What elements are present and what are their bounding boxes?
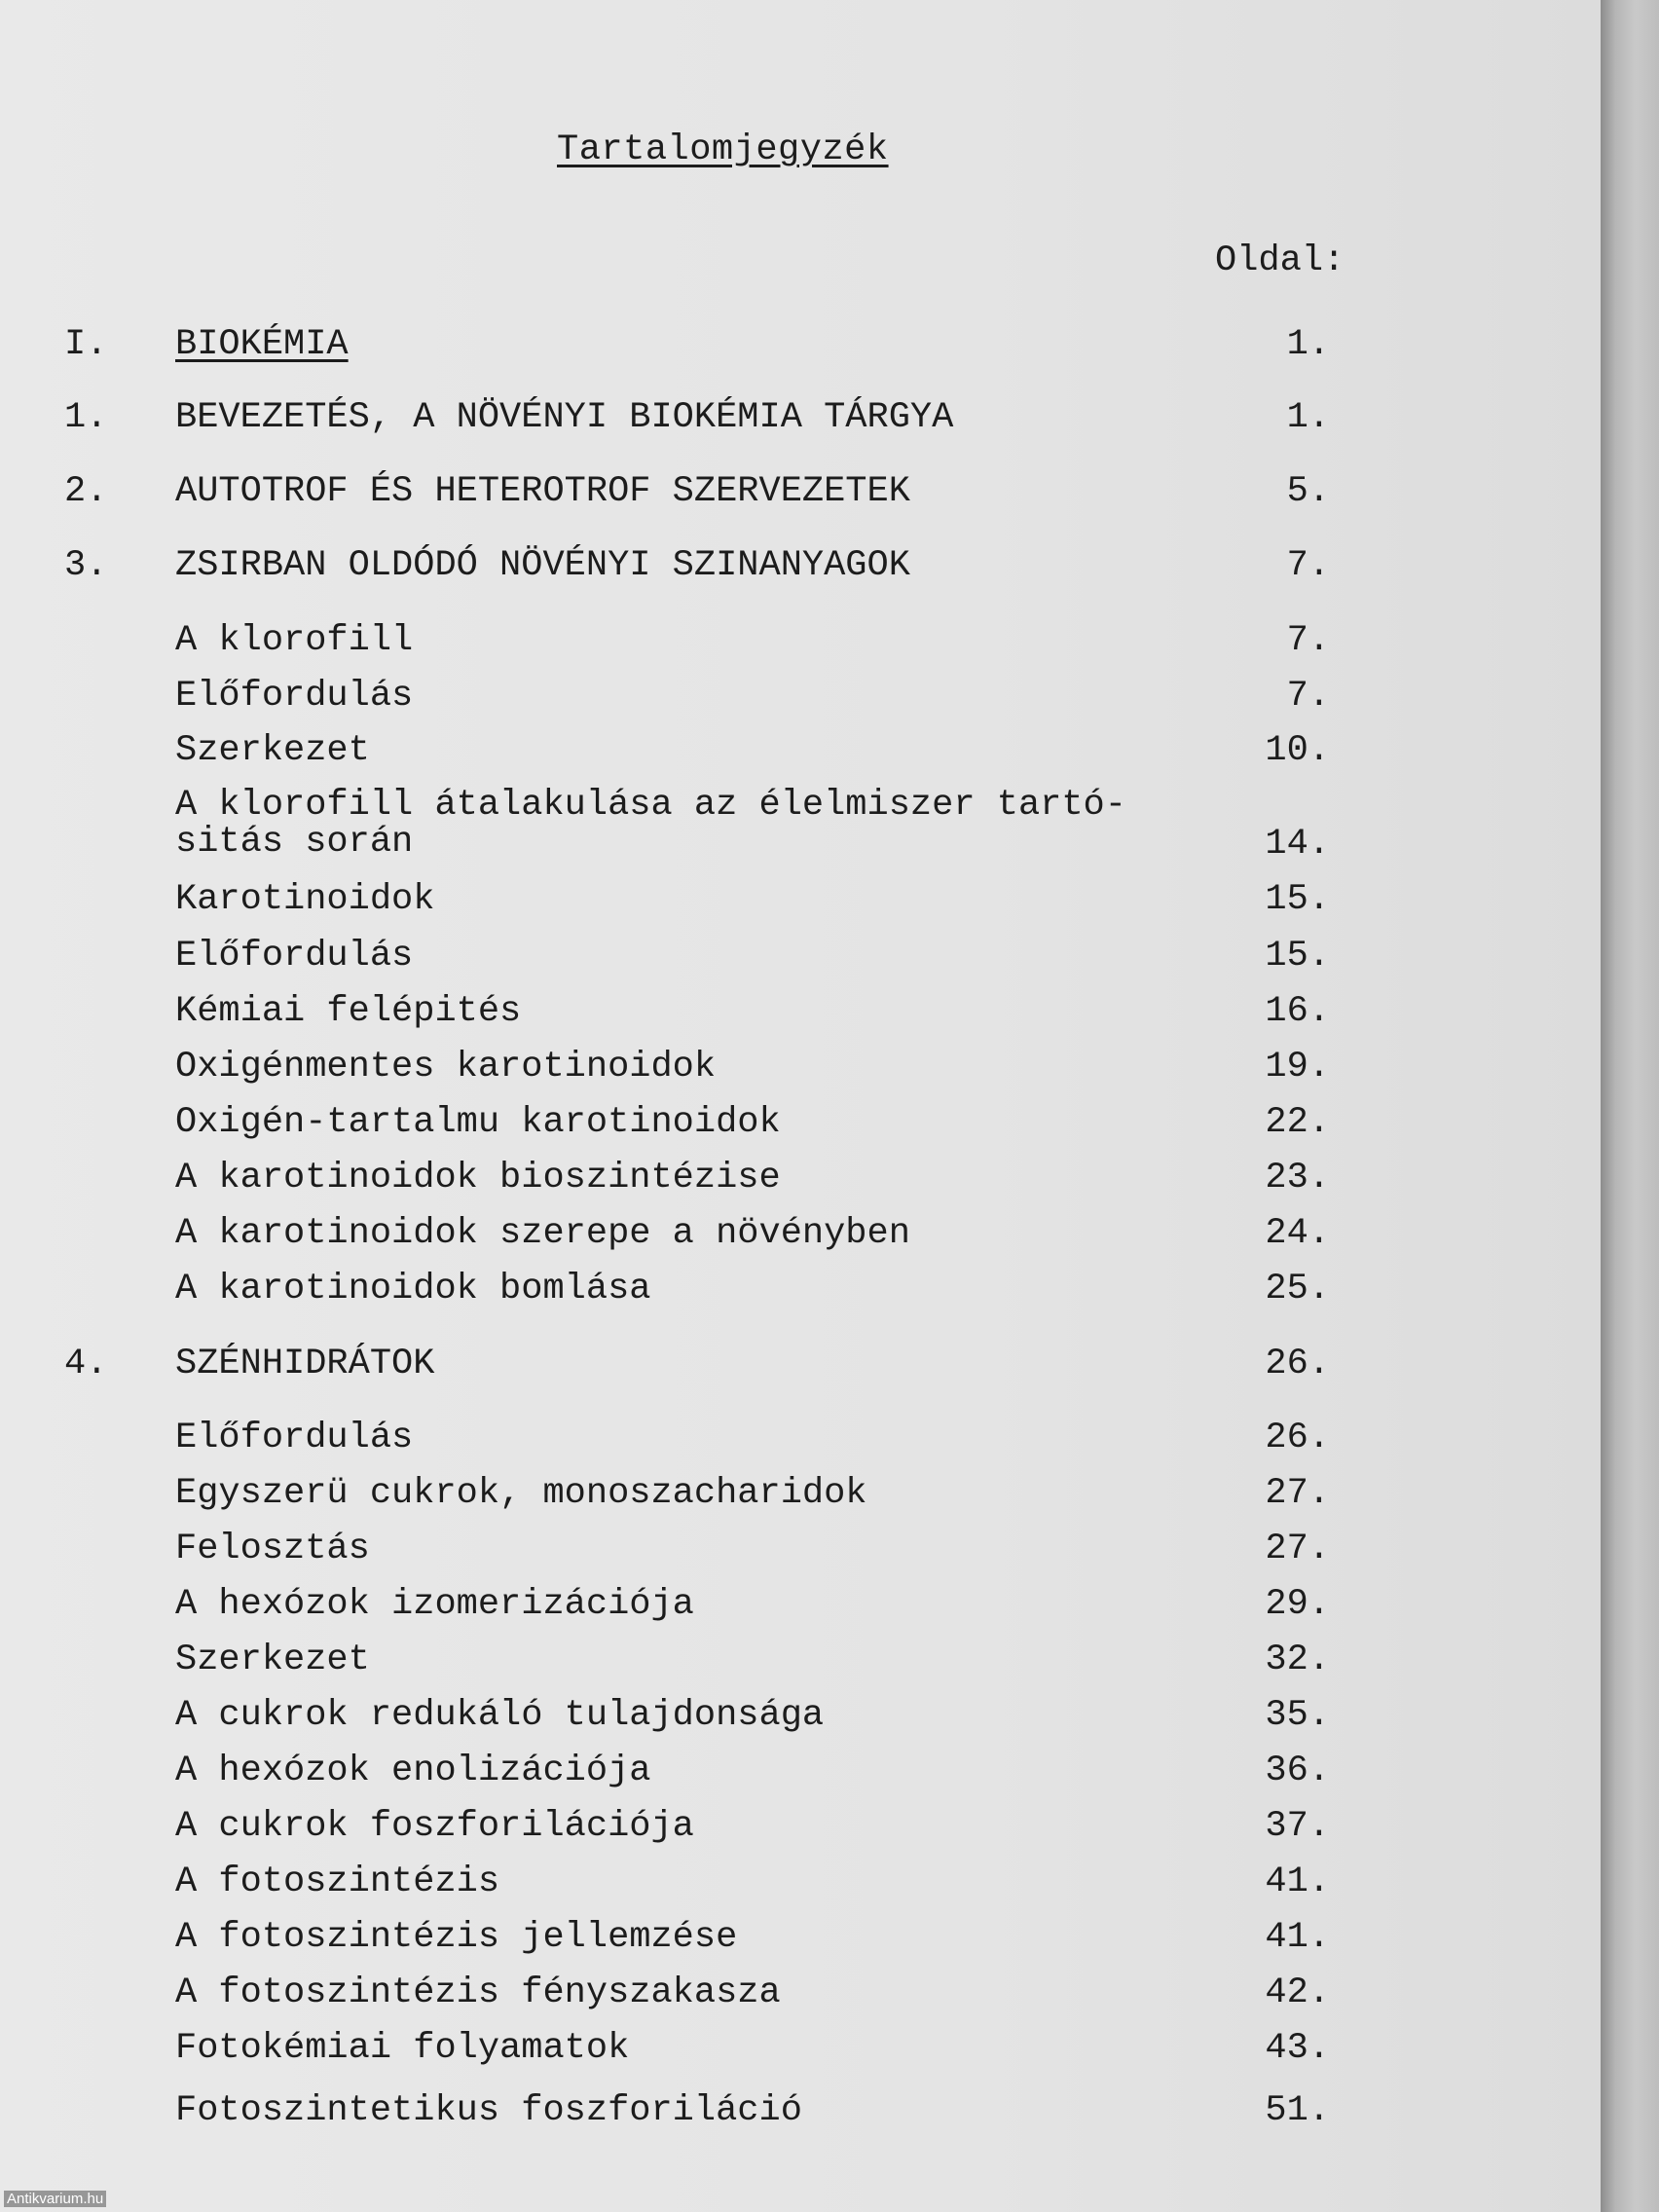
toc-entry-title: Fotoszintetikus foszforiláció bbox=[175, 2090, 802, 2131]
toc-entry-page: 22. bbox=[1265, 1102, 1330, 1143]
page-edge-shadow bbox=[1601, 0, 1659, 2212]
toc-entry bbox=[0, 991, 1363, 1042]
toc-entry-page: 43. bbox=[1265, 2028, 1330, 2069]
toc-entry bbox=[0, 936, 1363, 986]
toc-entry-title: A cukrok redukáló tulajdonsága bbox=[175, 1695, 825, 1736]
toc-entry-page: 26. bbox=[1265, 1418, 1330, 1458]
toc-entry-title: AUTOTROF ÉS HETEROTROF SZERVEZETEK bbox=[175, 471, 910, 512]
toc-entry-page: 42. bbox=[1265, 1972, 1330, 2013]
toc-entry bbox=[0, 676, 1363, 726]
toc-entry-page: 36. bbox=[1265, 1751, 1330, 1791]
toc-entry-page: 5. bbox=[1286, 471, 1330, 512]
toc-entry-title: Előfordulás bbox=[175, 1418, 414, 1458]
toc-entry-title: Oxigén-tartalmu karotinoidok bbox=[175, 1102, 781, 1143]
toc-entry-number: 3. bbox=[64, 545, 108, 586]
toc-entry bbox=[0, 1862, 1363, 1912]
toc-entry-title: A klorofill bbox=[175, 620, 414, 661]
toc-entry-title: Egyszerü cukrok, monoszacharidok bbox=[175, 1473, 867, 1514]
toc-entry-title-line1: A klorofill átalakulása az élelmiszer tartó- bbox=[175, 785, 1126, 826]
toc-entry bbox=[0, 397, 1363, 448]
toc-entry-page: 41. bbox=[1265, 1917, 1330, 1958]
page-column-header: Oldal: bbox=[1215, 240, 1346, 281]
toc-entry bbox=[0, 1473, 1363, 1524]
toc-entry-page: 32. bbox=[1265, 1640, 1330, 1680]
toc-entry-page: 1. bbox=[1286, 324, 1330, 365]
toc-entry-page: 27. bbox=[1265, 1473, 1330, 1514]
toc-entry-title: A fotoszintézis jellemzése bbox=[175, 1917, 738, 1958]
toc-entry-number: 4. bbox=[64, 1344, 108, 1384]
toc-entry-page: 19. bbox=[1265, 1047, 1330, 1088]
toc-entry bbox=[0, 1695, 1363, 1746]
toc-entry-title: A karotinoidok bomlása bbox=[175, 1269, 651, 1309]
toc-entry-page: 16. bbox=[1265, 991, 1330, 1032]
toc-entry-page: 24. bbox=[1265, 1213, 1330, 1254]
page-title: Tartalomjegyzék bbox=[557, 129, 889, 170]
toc-entry bbox=[0, 1751, 1363, 1801]
toc-entry-title: Oxigénmentes karotinoidok bbox=[175, 1047, 717, 1088]
toc-entry-page: 15. bbox=[1265, 879, 1330, 920]
toc-entry bbox=[0, 730, 1363, 781]
toc-entry-page: 29. bbox=[1265, 1584, 1330, 1625]
toc-entry bbox=[0, 1344, 1363, 1394]
toc-entry-title: Szerkezet bbox=[175, 1640, 370, 1680]
toc-entry bbox=[0, 2028, 1363, 2079]
toc-entry bbox=[0, 1102, 1363, 1153]
toc-entry-page: 51. bbox=[1265, 2090, 1330, 2131]
toc-entry bbox=[0, 1158, 1363, 1208]
toc-entry-title: BEVEZETÉS, A NÖVÉNYI BIOKÉMIA TÁRGYA bbox=[175, 397, 954, 438]
toc-entry-number: 1. bbox=[64, 397, 108, 438]
toc-entry-page: 1. bbox=[1286, 397, 1330, 438]
toc-entry-page: 14. bbox=[1265, 824, 1330, 865]
toc-entry-title: A hexózok izomerizációja bbox=[175, 1584, 694, 1625]
toc-entry-title: A fotoszintézis fényszakasza bbox=[175, 1972, 781, 2013]
toc-entry-title-line2: sitás során bbox=[175, 822, 414, 863]
toc-entry-number: 2. bbox=[64, 471, 108, 512]
toc-entry bbox=[0, 1972, 1363, 2023]
toc-entry bbox=[0, 1529, 1363, 1579]
toc-entry-title: A hexózok enolizációja bbox=[175, 1751, 651, 1791]
toc-entry-title: Kémiai felépités bbox=[175, 991, 522, 1032]
toc-entry-title: A karotinoidok bioszintézise bbox=[175, 1158, 781, 1198]
toc-entry-title: SZÉNHIDRÁTOK bbox=[175, 1344, 435, 1384]
toc-entry-page: 7. bbox=[1286, 545, 1330, 586]
toc-entry-page: 26. bbox=[1265, 1344, 1330, 1384]
toc-entry-title-multiline bbox=[175, 787, 1126, 861]
toc-entry-page: 37. bbox=[1265, 1806, 1330, 1847]
toc-entry bbox=[0, 1806, 1363, 1857]
toc-entry bbox=[0, 620, 1363, 671]
toc-entry-page: 15. bbox=[1265, 936, 1330, 977]
toc-entry-title: Szerkezet bbox=[175, 730, 370, 771]
toc-entry-page: 23. bbox=[1265, 1158, 1330, 1198]
toc-entry-number: I. bbox=[64, 324, 108, 365]
toc-entry bbox=[0, 1418, 1363, 1468]
toc-entry-title: ZSIRBAN OLDÓDÓ NÖVÉNYI SZINANYAGOK bbox=[175, 545, 910, 586]
toc-entry-title: Karotinoidok bbox=[175, 879, 435, 920]
toc-entry-page: 7. bbox=[1286, 620, 1330, 661]
toc-entry bbox=[0, 1047, 1363, 1097]
toc-entry-page: 41. bbox=[1265, 1862, 1330, 1902]
toc-entry-title: Felosztás bbox=[175, 1529, 370, 1569]
toc-entry bbox=[0, 324, 1363, 375]
toc-entry-page: 27. bbox=[1265, 1529, 1330, 1569]
toc-entry bbox=[0, 1917, 1363, 1968]
toc-entry bbox=[0, 545, 1363, 596]
toc-entry-title: BIOKÉMIA bbox=[175, 324, 349, 365]
watermark: Antikvarium.hu bbox=[4, 2191, 106, 2207]
toc-entry-title: A fotoszintézis bbox=[175, 1862, 500, 1902]
toc-entry-page: 35. bbox=[1265, 1695, 1330, 1736]
toc-entry-title: Fotokémiai folyamatok bbox=[175, 2028, 630, 2069]
toc-entry-page: 7. bbox=[1286, 676, 1330, 717]
toc-entry bbox=[0, 787, 1363, 874]
toc-entry bbox=[0, 2090, 1363, 2141]
toc-entry bbox=[0, 471, 1363, 522]
toc-entry-title: Előfordulás bbox=[175, 936, 414, 977]
toc-entry-page: 10. bbox=[1265, 730, 1330, 771]
toc-entry bbox=[0, 1213, 1363, 1264]
toc-entry-title: A karotinoidok szerepe a növényben bbox=[175, 1213, 910, 1254]
toc-entry bbox=[0, 1269, 1363, 1319]
toc-entry bbox=[0, 1640, 1363, 1690]
toc-entry-title: Előfordulás bbox=[175, 676, 414, 717]
toc-entry-title: A cukrok foszforilációja bbox=[175, 1806, 694, 1847]
toc-entry bbox=[0, 879, 1363, 930]
toc-entry bbox=[0, 1584, 1363, 1635]
toc-entry-page: 25. bbox=[1265, 1269, 1330, 1309]
